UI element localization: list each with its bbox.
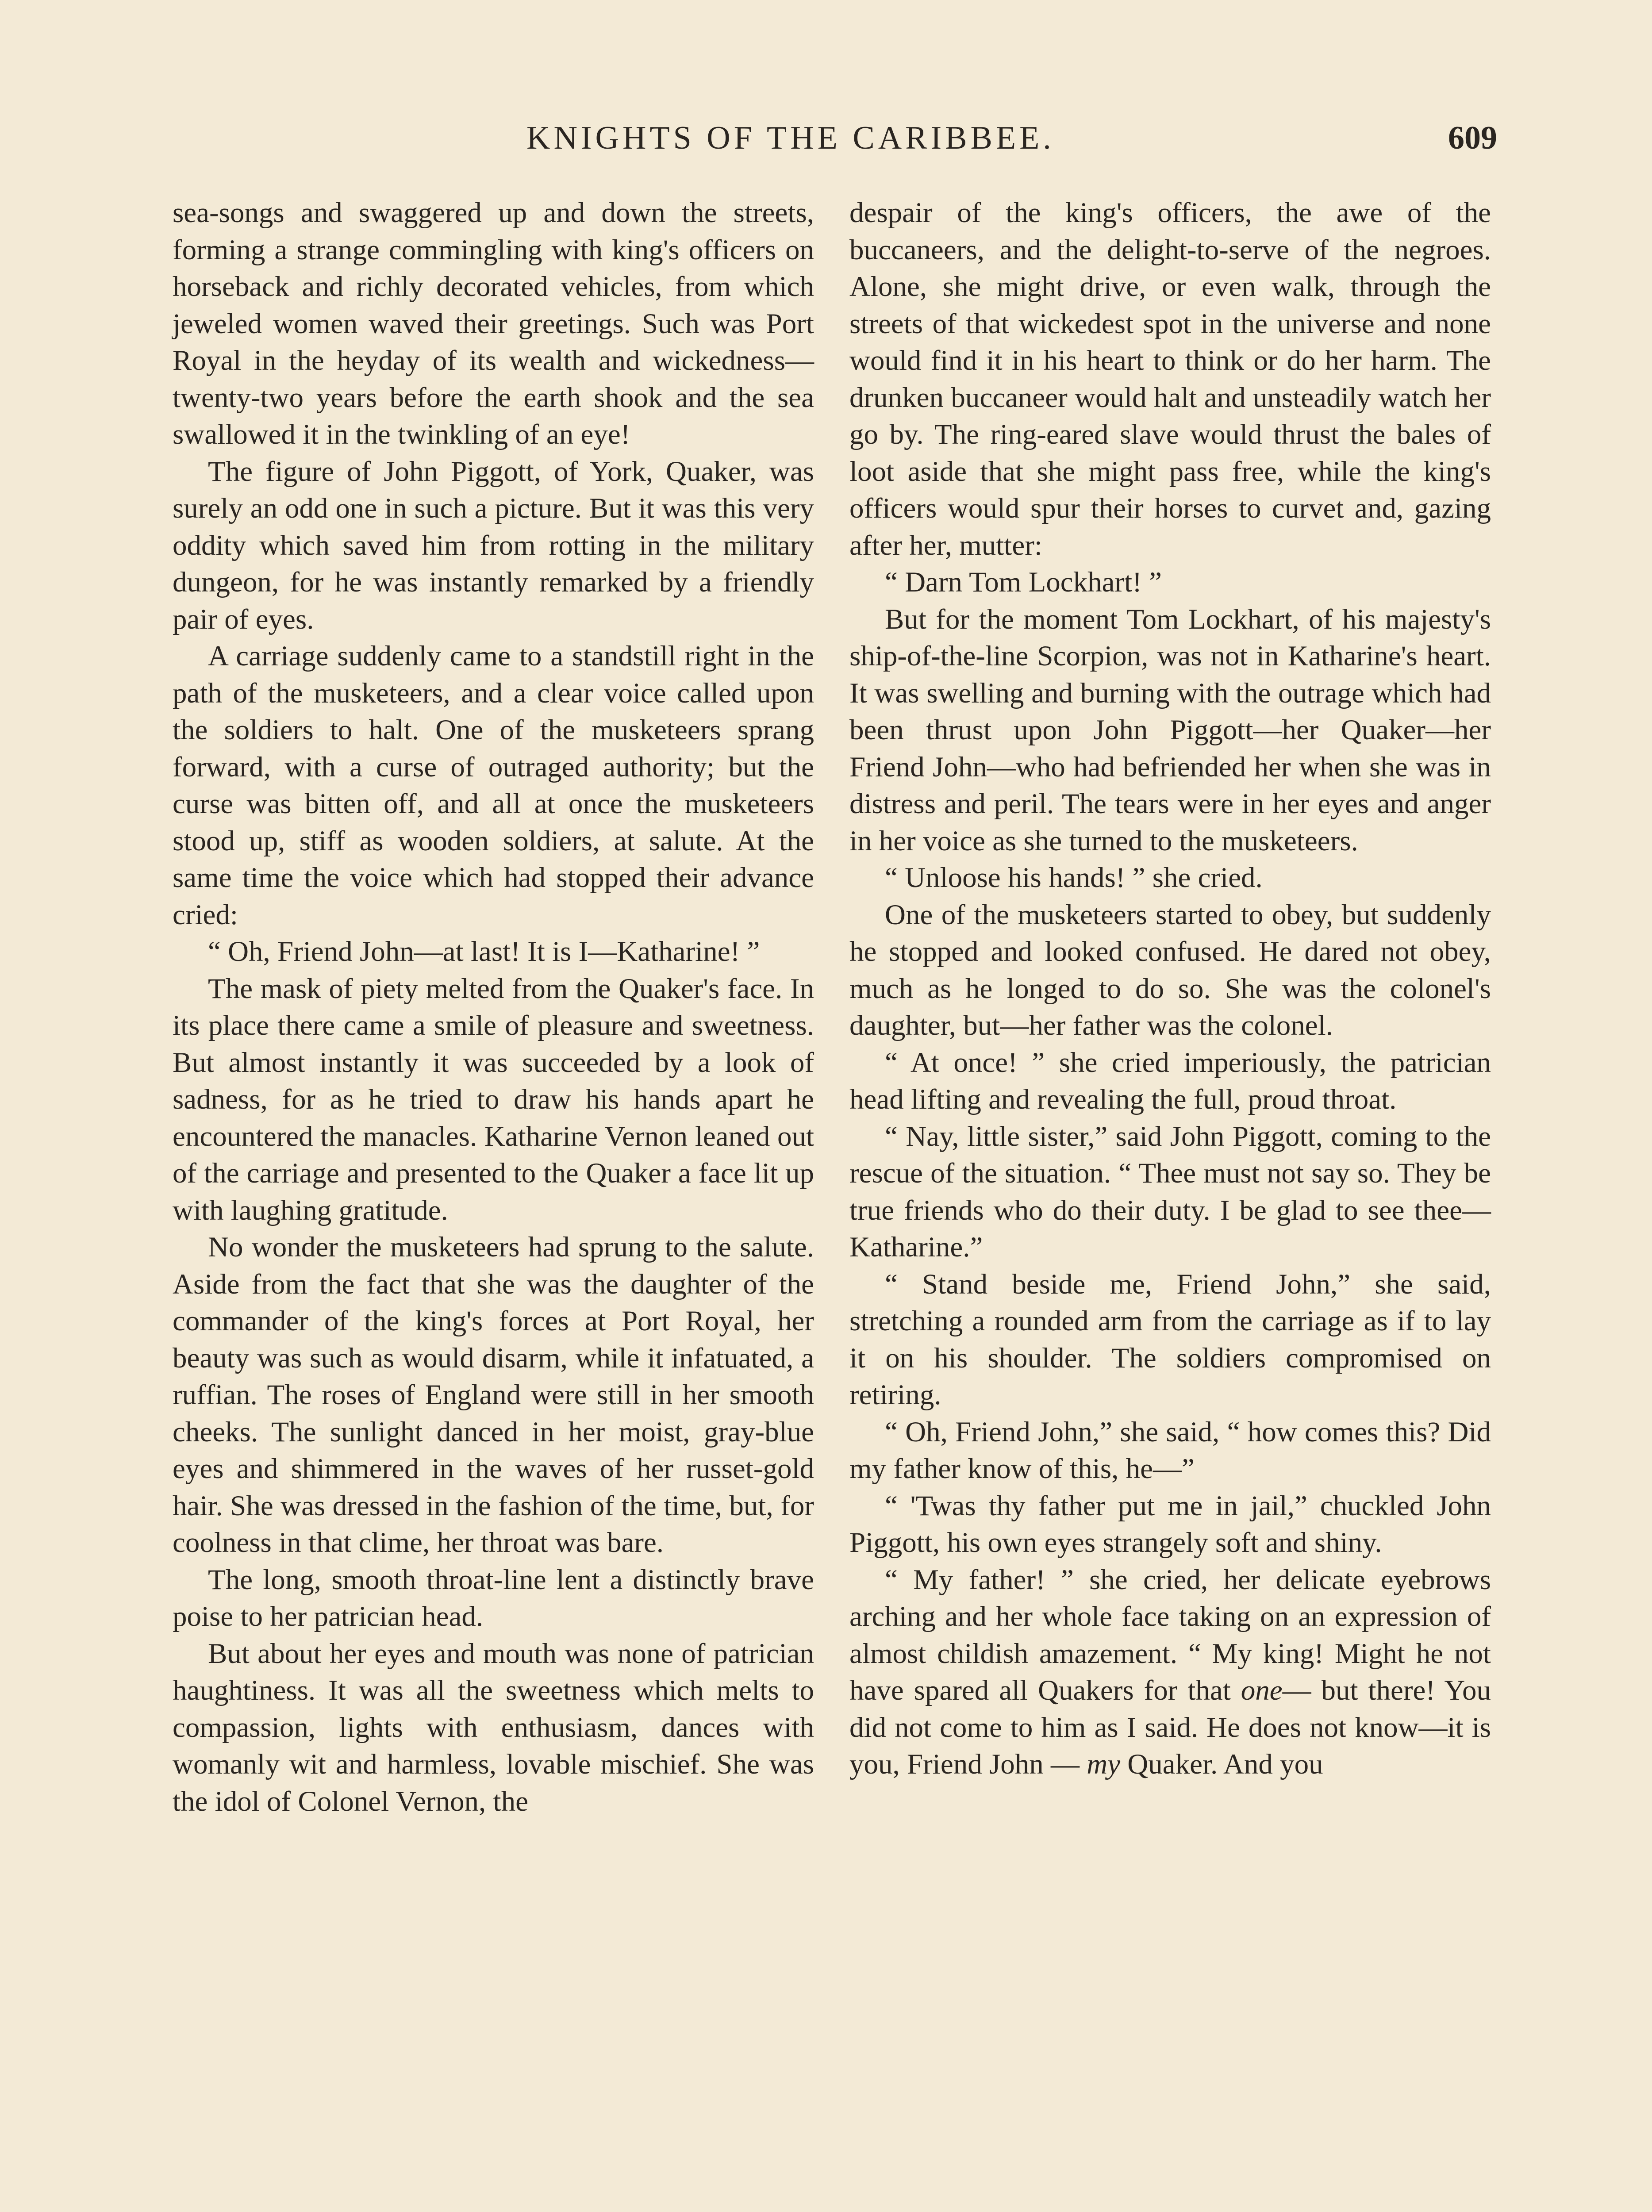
paragraph: But about her eyes and mouth was none of patrician haughtiness. It was all the sweetness which melts to compassion, lights with enthusiasm, dances with womanly wit and harmless, lovable mischief. She was the idol of Colonel Vernon, the [173, 1637, 814, 1817]
paragraph: despair of the king's officers, the awe of the buccaneers, and the delight-to-serve of the negroes. Alone, she might drive, or even walk, through the streets of that wickedest spot in the universe and none would find it in his heart to think or do her harm. The drunken buccaneer would halt and unsteadily watch her go by. The ring-eared slave would thrust the bales of loot aside that she might pass free, while the king's officers would spur their horses to curvet and, gazing after her, mutter: [849, 197, 1491, 561]
paragraph: One of the musketeers started to obey, but suddenly he stopped and looked confused. He dared not obey, much as he longed to do so. She was the colonel's daughter, but—her father was the colonel. [849, 899, 1491, 1041]
page-header [173, 119, 1497, 168]
paragraph: “ 'Twas thy father put me in jail,” chuckled John Piggott, his own eyes strangely soft and shiny. [849, 1490, 1491, 1559]
left-text-column [173, 195, 814, 1820]
paragraph: The long, smooth throat-line lent a distinctly brave poise to her patrician head. [173, 1563, 814, 1632]
text-run: “ My father! ” she cried, her delicate eyebrows arching and her whole face taking on an expression of almost childish amazement. “ My king! Might he not have spared all Quakers for that [849, 1563, 1491, 1706]
text-run: Quaker. And you [1120, 1748, 1323, 1780]
page-number: 609 [1448, 120, 1497, 156]
paragraph: “ Nay, little sister,” said John Piggott, coming to the rescue of the situation. “ Thee must not say so. They be true friends who do their duty. I be glad to see thee—Katharine.” [849, 1120, 1491, 1263]
running-title: KNIGHTS OF THE CARIBBEE. [526, 120, 1055, 156]
paragraph: “ Stand beside me, Friend John,” she said, stretching a rounded arm from the carriage as if to lay it on his shoulder. The soldiers compromised on retiring. [849, 1268, 1491, 1411]
italic-text: one [1241, 1674, 1283, 1706]
paragraph: But for the moment Tom Lockhart, of his majesty's ship-of-the-line Scorpion, was not in Katharine's heart. It was swelling and burning with the outrage which had been thrust upon John Piggott—her Quaker—her Friend John—who had befriended her when she was in distress and peril. The tears were in her eyes and anger in her voice as she turned to the musketeers. [849, 603, 1491, 857]
paragraph: The figure of John Piggott, of York, Quaker, was surely an odd one in such a picture. But it was this very oddity which saved him from rotting in the military dungeon, for he was instantly remarked by a friendly pair of eyes. [173, 455, 814, 635]
paragraph: sea-songs and swaggered up and down the streets, forming a strange commingling with king's officers on horseback and richly decorated vehicles, from which jeweled women waved their greetings. Such was Port Royal in the heyday of its wealth and wickedness—twenty-two years before the earth shook and the sea swallowed it in the twinkling of an eye! [173, 197, 814, 450]
right-text-column [849, 195, 1491, 1783]
paragraph: “ Darn Tom Lockhart! ” [885, 566, 1162, 598]
paragraph: The mask of piety melted from the Quaker's face. In its place there came a smile of pleasure and sweetness. But almost instantly it was succeeded by a look of sadness, for as he tried to draw his hands apart he encountered the manacles. Katharine Vernon leaned out of the carriage and presented to the Quaker a face lit up with laughing gratitude. [173, 972, 814, 1226]
paragraph [849, 1562, 1491, 1783]
paragraph: “ Oh, Friend John,” she said, “ how comes this? Did my father know of this, he—” [849, 1416, 1491, 1485]
paragraph: “ At once! ” she cried imperiously, the patrician head lifting and revealing the full, proud throat. [849, 1046, 1491, 1115]
italic-text: my [1087, 1748, 1121, 1780]
paragraph: No wonder the musketeers had sprung to the salute. Aside from the fact that she was the daughter of the commander of the king's forces at Port Royal, her beauty was such as would disarm, while it infatuated, a ruffian. The roses of England were still in her smooth cheeks. The sunlight danced in her moist, gray-blue eyes and shimmered in the waves of her russet-gold hair. She was dressed in the fashion of the time, but, for coolness in that clime, her throat was bare. [173, 1231, 814, 1559]
paragraph: “ Oh, Friend John—at last! It is I—Katharine! ” [208, 936, 760, 968]
paragraph: A carriage suddenly came to a standstill right in the path of the musketeers, and a clear voice called upon the soldiers to halt. One of the musketeers sprang forward, with a curse of outraged authority; but the curse was bitten off, and all at once the musketeers stood up, stiff as wooden soldiers, at salute. At the same time the voice which had stopped their advance cried: [173, 640, 814, 931]
paragraph: “ Unloose his hands! ” she cried. [885, 862, 1263, 894]
text-run: — but there! You did not come to him as I said. He does not know—it is you, Friend John — [849, 1674, 1491, 1780]
